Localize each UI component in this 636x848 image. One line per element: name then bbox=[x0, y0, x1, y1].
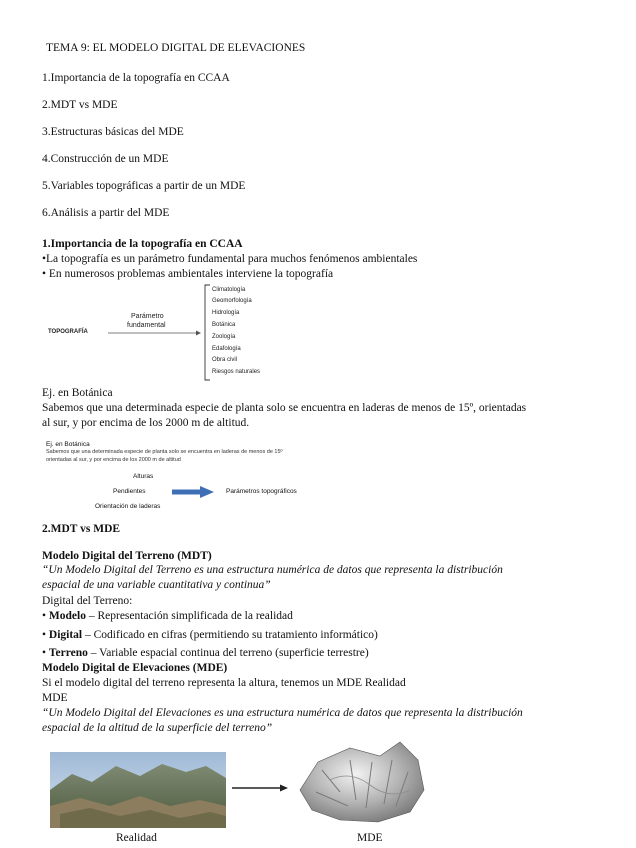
quote-text: espacial de la altitud de la superficie del terreno” bbox=[42, 722, 273, 734]
toc-item: 1.Importancia de la topografía en CCAA bbox=[42, 72, 230, 84]
diagram-edge-label: Parámetro bbox=[131, 313, 164, 320]
body-text: Si el modelo digital del terreno representa la altura, tenemos un MDE Realidad bbox=[42, 677, 406, 689]
diagram-item: Geomorfología bbox=[212, 298, 252, 304]
section-heading: 1.Importancia de la topografía en CCAA bbox=[42, 238, 243, 250]
figure-label: Pendientes bbox=[113, 488, 146, 495]
bullet-term: Terreno bbox=[48, 647, 88, 659]
figure-label: Parámetros topográficos bbox=[226, 488, 297, 495]
diagram-item: Hidrología bbox=[212, 310, 240, 316]
toc-item: 4.Construcción de un MDE bbox=[42, 153, 169, 165]
figure-label: Alturas bbox=[133, 473, 154, 480]
bullet-definition: – Codificado en cifras (permitiendo su tratamiento informático) bbox=[82, 629, 378, 641]
example-text: Sabemos que una determinada especie de planta solo se encuentra en laderas de menos de 15º, orientadas bbox=[42, 402, 527, 414]
subheading-mdt: Modelo Digital del Terreno (MDT) bbox=[42, 550, 212, 562]
body-text: MDE bbox=[42, 692, 68, 704]
bullet-modelo: • Modelo – Representación simplificada de la realidad bbox=[42, 610, 293, 622]
toc-item: 3.Estructuras básicas del MDE bbox=[42, 126, 184, 138]
diagram-item: Riesgos naturales bbox=[212, 369, 261, 375]
image-caption: Realidad bbox=[116, 832, 157, 844]
toc-item: 5.Variables topográficas a partir de un MDE bbox=[42, 180, 246, 192]
quote-text: “Un Modelo Digital del Elevaciones es una estructura numérica de datos que representa la distribución bbox=[42, 707, 523, 719]
page-title: TEMA 9: EL MODELO DIGITAL DE ELEVACIONES bbox=[46, 42, 306, 54]
figure-label: Orientación de laderas bbox=[95, 503, 161, 510]
toc-item: 2.MDT vs MDE bbox=[42, 99, 118, 111]
diagram-item: Zoología bbox=[212, 334, 236, 340]
toc-item: 6.Análisis a partir del MDE bbox=[42, 207, 170, 219]
example-title: Ej. en Botánica bbox=[42, 387, 113, 399]
bullet-definition: – Variable espacial continua del terreno (superficie terrestre) bbox=[87, 647, 369, 659]
figure-text: Sabemos que una determinada especie de planta solo se encuentra en laderas de menos de 15º bbox=[46, 449, 283, 455]
bullet-definition: – Representación simplificada de la realidad bbox=[85, 610, 293, 622]
bullet-terreno: • Terreno – Variable espacial continua del terreno (superficie terrestre) bbox=[42, 647, 369, 659]
diagram-root-label: TOPOGRAFÍA bbox=[48, 329, 88, 335]
section-heading: 2.MDT vs MDE bbox=[42, 523, 121, 535]
quote-text: espacial de una variable cuantitativa y continua” bbox=[42, 579, 271, 591]
diagram-item: Botánica bbox=[212, 322, 236, 328]
quote-text: “Un Modelo Digital del Terreno es una estructura numérica de datos que representa la distribución bbox=[42, 564, 503, 576]
figure-text: orientadas al sur, y por encima de los 2000 m de altitud bbox=[46, 457, 181, 463]
image-caption: MDE bbox=[357, 832, 383, 844]
bullet-digital: • Digital – Codificado en cifras (permitiendo su tratamiento informático) bbox=[42, 629, 378, 641]
diagram-item: Obra civil bbox=[212, 357, 238, 363]
bullet-term: Modelo bbox=[48, 610, 86, 622]
bullet-text: •La topografía es un parámetro fundamental para muchos fenómenos ambientales bbox=[42, 253, 418, 265]
label-text: Digital del Terreno: bbox=[42, 595, 133, 607]
subheading-mde: Modelo Digital de Elevaciones (MDE) bbox=[42, 662, 228, 674]
diagram-item: Climatología bbox=[212, 287, 246, 293]
bullet-text: • En numerosos problemas ambientales interviene la topografía bbox=[42, 268, 334, 280]
diagram-edge-label: fundamental bbox=[127, 322, 166, 329]
bullet-term: Digital bbox=[48, 629, 83, 641]
figure-text: Ej. en Botánica bbox=[46, 441, 90, 448]
example-text: al sur, y por encima de los 2000 m de altitud. bbox=[42, 417, 250, 429]
diagram-item: Edafología bbox=[212, 346, 241, 352]
